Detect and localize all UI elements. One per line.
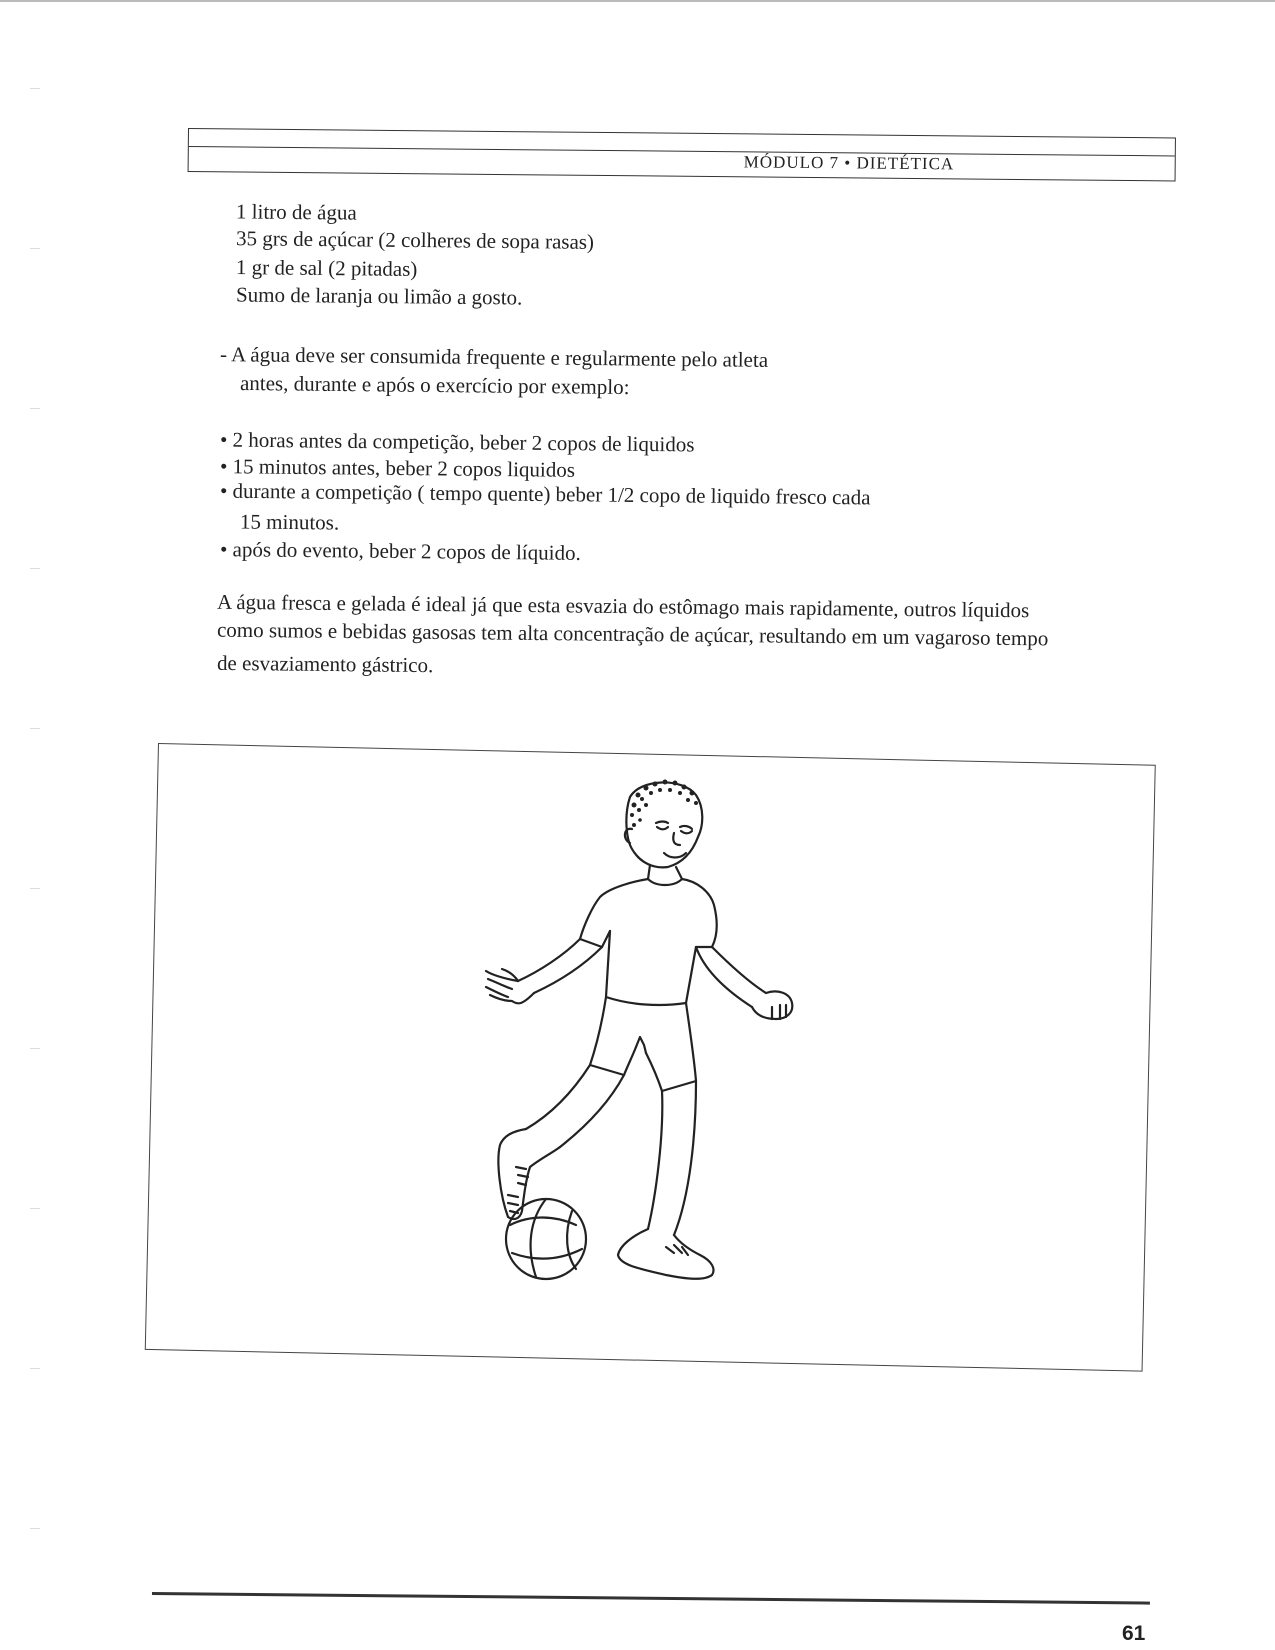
scan-mark bbox=[30, 728, 40, 729]
top-scan-edge bbox=[0, 0, 1275, 2]
shirt bbox=[580, 879, 717, 1005]
intro-line-1: - A água deve ser consumida frequente e regularmente pelo atleta bbox=[219, 342, 769, 372]
scan-mark bbox=[30, 408, 40, 409]
right-arm bbox=[696, 947, 792, 1019]
bullet-item-1: • 2 horas antes da competição, beber 2 copos de liquidos bbox=[219, 427, 695, 457]
recipe-line-3: 1 gr de sal (2 pitadas) bbox=[235, 255, 418, 281]
scan-mark bbox=[30, 888, 40, 889]
head bbox=[625, 780, 702, 868]
boy-kicking-ball-illustration bbox=[460, 775, 840, 1355]
bullet-item-3-cont: 15 minutos. bbox=[239, 509, 340, 535]
scan-mark bbox=[30, 1368, 40, 1369]
paragraph-line-2: como sumos e bebidas gasosas tem alta concentração de açúcar, resultando em um vagaroso tempo bbox=[216, 617, 1049, 651]
intro-line-2: antes, durante e após o exercício por exemplo: bbox=[239, 370, 630, 400]
scan-mark bbox=[30, 1528, 40, 1529]
kicking-leg bbox=[498, 1065, 624, 1219]
recipe-line-2: 35 grs de açúcar (2 colheres de sopa rasas) bbox=[235, 226, 595, 254]
standing-leg bbox=[618, 1081, 714, 1279]
scan-mark bbox=[30, 568, 40, 569]
shorts bbox=[590, 997, 696, 1091]
scan-mark bbox=[30, 88, 40, 89]
module-title: MÓDULO 7 • DIETÉTICA bbox=[743, 152, 955, 174]
footer-rule bbox=[152, 1592, 1150, 1605]
page-number: 61 bbox=[1122, 1622, 1146, 1645]
bullet-item-2: • 15 minutos antes, beber 2 copos liquidos bbox=[219, 454, 576, 482]
paragraph-line-3: de esvaziamento gástrico. bbox=[216, 650, 434, 678]
bullet-item-3: • durante a competição ( tempo quente) beber 1/2 copo de liquido fresco cada bbox=[219, 478, 871, 510]
scan-mark bbox=[30, 1048, 40, 1049]
header-divider bbox=[189, 146, 1175, 156]
paragraph-line-1: A água fresca e gelada é ideal já que esta esvazia do estômago mais rapidamente, outros líquidos bbox=[216, 589, 1030, 623]
bullet-item-4: • após do evento, beber 2 copos de líquido. bbox=[219, 537, 581, 565]
scan-mark bbox=[30, 1208, 40, 1209]
soccer-ball bbox=[506, 1199, 586, 1279]
module-header bbox=[188, 128, 1176, 181]
left-arm bbox=[486, 939, 602, 1003]
recipe-line-4: Sumo de laranja ou limão a gosto. bbox=[235, 282, 523, 310]
scan-mark bbox=[30, 248, 40, 249]
recipe-line-1: 1 litro de água bbox=[235, 199, 357, 225]
